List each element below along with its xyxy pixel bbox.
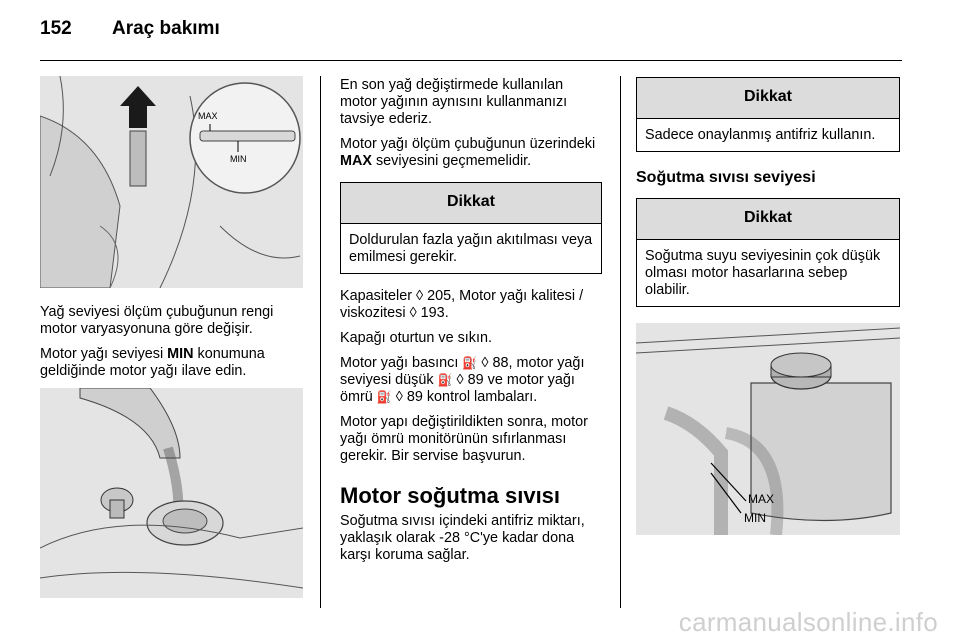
- oil-fill-illustration: [40, 388, 303, 598]
- cap-paragraph: Kapağı oturtun ve sıkın.: [340, 330, 492, 346]
- column-3-text: [636, 77, 900, 307]
- caution-text: Soğutma suyu seviyesinin çok düşük olması motor hasarlarına sebep olabilir.: [645, 248, 881, 298]
- column-divider-2: [620, 76, 621, 608]
- column-divider-1: [320, 76, 321, 608]
- max-level-paragraph: Motor yağı ölçüm çubuğunun üzerindeki MAX seviyesini geçmemelidir.: [340, 136, 596, 169]
- warning-lamps-paragraph: Motor yağı basıncı ⛽ ◊ 88, motor yağı seviyesi düşük ⛽ ◊ 89 ve motor yağı ömrü ⛽ ◊ 89 kontrol lambaları.: [340, 355, 585, 405]
- caution-text: Sadece onaylanmış antifriz kullanın.: [645, 127, 876, 143]
- caution-box-coolant: [636, 198, 900, 307]
- antifreeze-paragraph: Soğutma sıvısı içindeki antifriz miktarı, yaklaşık olarak -28 °C'ye kadar dona karşı koruma sağlar.: [340, 513, 585, 563]
- oil-color-paragraph: Yağ seviyesi ölçüm çubuğunun rengi motor varyasyonuna göre değişir.: [40, 304, 274, 337]
- dipstick-illustration: [40, 76, 303, 288]
- caution-box-antifreeze: [636, 77, 900, 152]
- header-rule: [40, 60, 902, 61]
- caution-text: Doldurulan fazla yağın akıtılması veya emilmesi gerekir.: [349, 232, 593, 265]
- dipstick-min-label: MIN: [230, 154, 247, 164]
- same-oil-paragraph: En son yağ değiştirmede kullanılan motor yağının aynısını kullanmanızı tavsiye ederiz.: [340, 77, 568, 127]
- capacities-paragraph: Kapasiteler ◊ 205, Motor yağı kalitesi / viskozitesi ◊ 193.: [340, 288, 584, 321]
- oil-level-icon: ⛽: [437, 373, 453, 387]
- watermark: carmanualsonline.info: [678, 607, 938, 637]
- dipstick-max-label: MAX: [198, 111, 218, 121]
- caution-title: Dikkat: [637, 199, 899, 240]
- subheading: Soğutma sıvısı seviyesi: [636, 169, 816, 186]
- caution-title: Dikkat: [341, 183, 601, 224]
- oil-life-icon: ⛽: [376, 390, 392, 404]
- page-header: [40, 18, 220, 40]
- page-number: 152: [40, 18, 72, 39]
- monitor-reset-paragraph: Motor yapı değiştirildikten sonra, motor yağı ömrü monitörünün sıfırlanması gerekir. Bir servise başvurun.: [340, 414, 588, 464]
- section-title: Motor soğutma sıvısı: [340, 483, 561, 508]
- caution-box-overfill: [340, 182, 602, 274]
- column-2-text: [340, 77, 602, 572]
- reservoir-max-label: MAX: [748, 492, 775, 506]
- caution-title: Dikkat: [637, 78, 899, 119]
- reservoir-min-label: MIN: [744, 511, 766, 525]
- oil-pressure-icon: ⛽: [462, 356, 478, 370]
- page-title: Araç bakımı: [112, 18, 220, 39]
- coolant-reservoir-illustration: [636, 323, 900, 535]
- oil-min-paragraph: Motor yağı seviyesi MIN konumuna geldiğinde motor yağı ilave edin.: [40, 346, 265, 379]
- column-1-text: [40, 304, 308, 388]
